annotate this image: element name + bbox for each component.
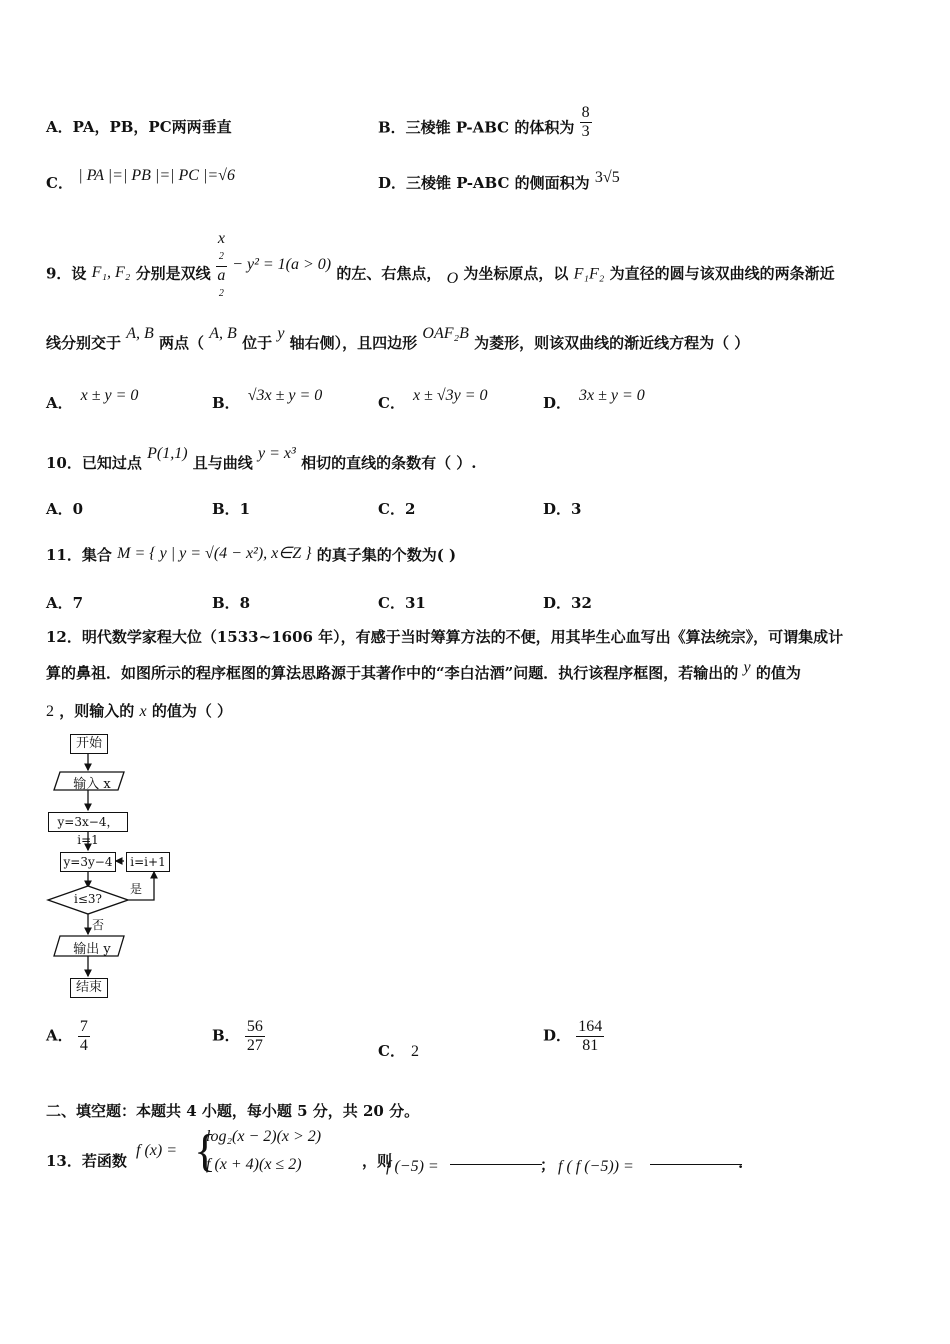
q12-line1: 12．明代数学家程大位（1533~1606 年），有感于当时筹算方法的不便，用其毕生心血写出《算法统宗》，可谓集成计: [46, 628, 844, 646]
q11-option-b: B．8: [212, 594, 251, 612]
q9-line1: 9．设 F₁, F₂ 分别是双线 x 2 a 2 − y² = 1(a > 0) 的左、右焦点， O 为坐标原点，以 F₁F₂ 为直径的圆与该双曲线的两条渐近: [46, 230, 835, 299]
q9-option-b: B． √3x ± y = 0: [212, 387, 323, 412]
flow-update-i: i=i+1: [126, 852, 170, 872]
q12-option-b: B． $\frac{56}{27}$: [212, 1018, 263, 1054]
q9-option-a: A． x ± y = 0: [46, 387, 139, 412]
q9-option-c: C． x ± √3y = 0: [378, 387, 488, 412]
answer-blank-1[interactable]: [450, 1164, 542, 1165]
flow-output: 输出 y: [73, 942, 111, 957]
q12-option-a: A． $\frac{7}{4}$: [46, 1018, 88, 1054]
q8-option-a: A．PA，PB，PC两两垂直: [46, 118, 232, 136]
q10-option-a: A．0: [46, 500, 84, 518]
brace-icon: {: [194, 1125, 217, 1176]
q11-option-d: D．32: [543, 594, 592, 612]
q8-option-b: B．三棱锥 P-ABC 的体积为 $\frac{8}{3}$: [378, 104, 590, 140]
q10-option-c: C．2: [378, 500, 416, 518]
q12-line2: 算的鼻祖．如图所示的程序框图的算法思路源于其著作中的“李白沽酒”问题．执行该程序框图，若输出的 y 的值为: [46, 659, 801, 682]
flow-update-y: y=3y−4: [60, 852, 116, 872]
answer-blank-2[interactable]: [650, 1164, 742, 1165]
q11-stem: 11．集合 M = { y | y = √(4 − x²), x∈Z } 的真子集的个数为( ): [46, 545, 457, 564]
q12-line3: 2 ，则输入的 x 的值为（ ）: [46, 702, 233, 720]
q10-option-d: D．3: [543, 500, 582, 518]
q9-option-d: D． 3x ± y = 0: [543, 387, 645, 412]
q8-option-d: D．三棱锥 P-ABC 的侧面积为 3√5: [378, 169, 620, 192]
flow-start: 开始: [70, 734, 108, 754]
q10-option-b: B．1: [212, 500, 251, 518]
flow-condition: i≤3?: [74, 892, 102, 906]
q9-line2: 线分别交于 A, B 两点（ A, B 位于 y 轴右侧），且四边形 OAF₂B 为菱形，则该双曲线的渐近线方程为（ ）: [46, 325, 750, 352]
q8-option-c: C． | PA |=| PB |=| PC |=√6: [46, 167, 235, 192]
flow-yes-label: 是: [130, 882, 143, 896]
q11-option-c: C．31: [378, 594, 426, 612]
flow-end: 结束: [70, 978, 108, 998]
flow-no-label: 否: [92, 918, 105, 932]
q10-stem: 10．已知过点 P(1,1) 且与曲线 y = x³ 相切的直线的条数有（ ）.: [46, 445, 477, 472]
flow-init: y=3x−4，i=1: [48, 812, 128, 832]
q12-option-c: C． 2: [378, 1042, 419, 1060]
q12-option-d: D． $\frac{164}{81}$: [543, 1018, 603, 1054]
section-heading: 二、填空题：本题共 4 小题，每小题 5 分，共 20 分。: [46, 1102, 420, 1120]
flowchart: [46, 732, 176, 1002]
flow-input: 输入 x: [73, 777, 111, 792]
q11-option-a: A．7: [46, 594, 84, 612]
